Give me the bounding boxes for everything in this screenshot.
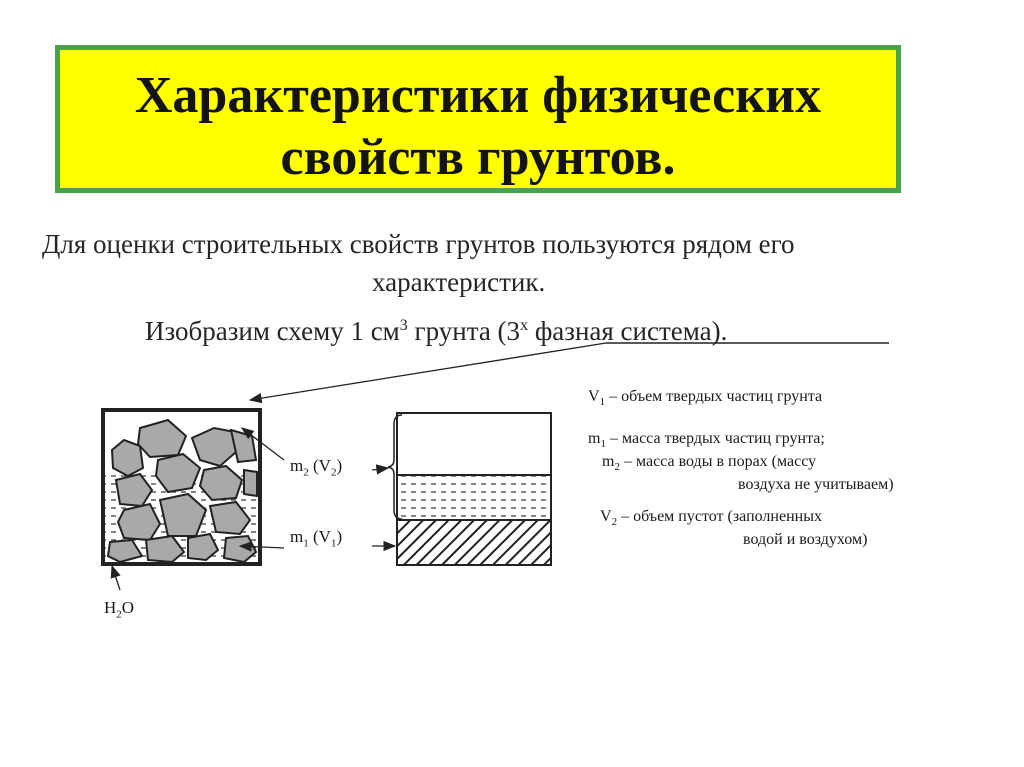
label-m1-v1: $m_1$ $(V_1)$: [290, 527, 343, 550]
legend-m2: $m_2$ – масса воды в порах (массу: [602, 453, 817, 474]
air-phase: [397, 413, 551, 475]
intro-line-1: Для оценки строительных свойств грунтов пользуются рядом его: [42, 229, 795, 259]
label-m2-v2: $m_2$ $(V_2)$: [290, 456, 343, 479]
legend-m2-cont: воздуха не учитываем): [738, 476, 894, 493]
intro-line-2: характеристик.: [372, 267, 546, 297]
label-h2o: $H_2O$: [104, 598, 135, 621]
particle: [244, 470, 257, 496]
water-phase: [397, 475, 551, 520]
title-line-1: Характеристики физических: [134, 67, 822, 124]
long-arrow: [250, 343, 606, 400]
v2-arrow: [372, 468, 388, 470]
solid-phase: [397, 520, 551, 565]
legend-v1: $V_1$ – объем твердых частиц грунта: [588, 388, 823, 409]
title-line-2: свойств грунтов.: [280, 129, 676, 186]
legend-v2-cont: водой и воздухом): [743, 531, 868, 548]
h2o-arrow: [112, 566, 120, 590]
legend-v2: $V_2$ – объем пустот (заполненных: [600, 508, 822, 529]
legend-m1: $m_1$ – масса твердых частиц грунта;: [588, 430, 825, 451]
intro-line-3: Изобразим схему 1 $см^3$ грунта ($3^х$ фазная система).: [145, 316, 728, 346]
particle: [118, 504, 160, 540]
